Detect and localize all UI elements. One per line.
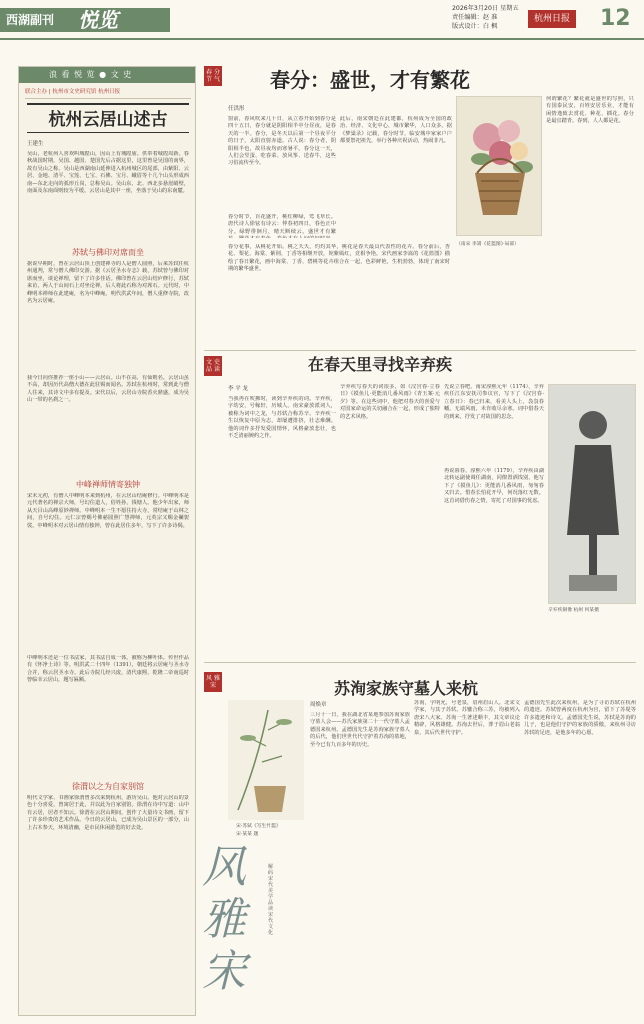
article3-body-c: 孟德国先生此次来杭州，是为了寻访苏轼在杭州的遗迹。苏轼曾两度在杭州为官，留下了苏堤等许多遗迹和诗文。孟德国先生说，苏轼是苏洵的儿子，也是他们守护的家族的骄傲，来杭州寻访苏轼的足迹，是他多年的心愿。: [524, 700, 636, 736]
article3-title: 苏洵家族守墓人来杭: [333, 679, 478, 698]
article1-painting: [456, 96, 542, 236]
article3-author: 周焕章: [310, 702, 327, 708]
article1-body-c: 此后，南宋朝廷在此建都，杭州成为全国的政治、经济、文化中心，城市繁华，人口众多。据《梦粱录》记载，春分时节，临安城中家家户户都要祭祀祖先，举行各种庆祝活动，热闹非凡。: [340, 116, 452, 145]
left-column: [18, 66, 196, 1016]
left-body-3: 明代文学家、书画家徐渭曾多次来到杭州，游历吴山。他对云居山的景色十分喜爱，曾寓居于此，并以此为自家别馆。徐渭在诗中写道：山中有云居，居者不知云。徐渭在云居山期间，创作了大量诗文书画，留下了许多珍贵的艺术作品。今日的云居山，已成为吴山景区的一部分，山上古木参天，环境清幽，是市民休闲游览的好去处。: [27, 795, 189, 831]
left-article-title: 杭州云居山述古: [27, 103, 189, 133]
article2-body-d: 再说暮春。淳熙六年（1179），辛弃疾由湖北转运副使调任湖南，同僚置酒饯别，他写下了《摸鱼儿》：更能消几番风雨，匆匆春又归去。惜春长怕花开早，何况落红无数。这首词借伤春之情，寄托了对国事的忧虑。: [444, 468, 544, 504]
divider-2: [204, 662, 636, 663]
column-head-label: 浪 看 悦 览 ● 文 史: [49, 70, 133, 79]
page-header: [0, 0, 644, 40]
left-article-author: 王建生: [27, 141, 44, 147]
article1-body-d: 春分花事，从桃花开始。桃之夭夭，灼灼其华，桃花是春天最具代表性的花卉。春分前后，杏花、梨花、海棠、紫荆、丁香等相继开放，姹紫嫣红，竞相争艳。宋代画家李嵩的《花篮图》描绘了春日繁花，画中海棠、丁香、碧桃等花卉组合在一起，色彩鲜艳，生机勃勃，体现了南宋时期的繁华盛世。: [228, 244, 450, 273]
bamboo-basket-illustration: [228, 700, 304, 820]
brand-logo: 杭州日报: [528, 10, 576, 28]
left-body-1: 据说早期时，曾在云居山顶上创建禅寺的人是僧人圆照，后来苏轼任杭州通判，常与僧人佛印交游。据《云居圣水寺志》载，苏轼曾与佛印对席而坐，谈论禅理，留下了许多佳话。佛印曾在云居山结庐修行，苏轼来访，两人于山间石上对坐论禅，后人将此石称为对席石。元代时，中峰明本禅师在此建庵，名为中峰庵。明代洪武年间，僧人重修寺院，改名为云居庵。: [27, 261, 189, 305]
article1-body-a: 窗前，春风吹来几十日，从立春开始到春分是四十五日，春分就是阴阳相半中分昼夜，是春天的一半。春分，是冬天以后第一个昼夜平分的日子，太阳直射赤道。古人说：春分者，阴阳相半也，故昼夜均而寒暑平。春分这一天，人们会竖蛋、吃春菜、放风筝、送春牛，这些习俗流传至今。: [228, 116, 336, 167]
statue-illustration: [549, 385, 636, 604]
article2-title: 在春天里寻找辛弃疾: [307, 355, 452, 374]
article1-author: 任洪彤: [228, 106, 245, 112]
column-head: [19, 67, 195, 83]
flower-basket-illustration: [457, 97, 542, 236]
article1-stamp: 春 分 节 气: [204, 66, 222, 86]
article3-stamp: 风 雅 宋: [204, 672, 222, 692]
left-body-1b: 我今日向你推荐一座小山——云居山。山不在高，有仙则名。云居山虽不高，却因历代高僧大德在此驻锡而闻名。苏轼在杭州时，常到此与僧人往来，其诗文中多有提及。宋代以后，云居山寺院香火鼎盛，成为吴山一带的名刹之一。: [27, 375, 189, 404]
article1-body-b: 春分时节，百花盛开，桃红柳绿，莺飞草长。唐代诗人徐铉有诗云：仲春初四日，春色正中分。绿野徘徊月，晴天断续云。盛世才有繁: [228, 214, 336, 235]
left-article-intro: 吴山，老杭州人喜欢叫城隍山，因山上有城隍庙。供奉着城隍周新。春秋战国时期，吴国、越国、楚国先后占据这里，这里曾是吴国的南界，故有吴山之称。吴山是西湖南山延伸进入杭州城区的尾部，由紫阳、云居、金地、清平、宝莲、七宝、石佛、宝月、蛾眉等十几个山头形成西南—东北走向的弧形丘岗，总称吴山。吴山东、北、西北多悬崖峭壁，南面及东南面则较为平缓。云居山是其中一座，坐落于吴山的东南麓。: [27, 151, 189, 195]
date-line: 2026年3月20日 星期五: [452, 5, 519, 12]
editor-line: 责任编辑：赵 准: [452, 14, 498, 21]
article3-body-b: 苏洵，字明允，号老泉，眉州眉山人。北宋文学家，与其子苏轼、苏辙合称三苏，均被列入唐宋八大家。苏洵一生著述颇丰，其文章议论精辟，风格雄健。苏洵去世后，葬于眉山老翁泉，其后代世代守护。: [414, 700, 520, 736]
left-subhead-1: 苏轼与佛印对席而坐: [72, 248, 144, 257]
section-title: 悦览: [78, 8, 118, 32]
article3-painting: [228, 700, 304, 820]
calligraphy-text: 风雅宋: [202, 842, 246, 997]
left-subhead-2: 中峰禅师情寄独钟: [76, 480, 140, 489]
column-sub: 联合主办 | 杭州市文史研究馆 杭州日报: [25, 87, 191, 99]
divider-1: [204, 350, 636, 351]
calligraphy-sub: 解码宋代美学 品读宋代文化: [268, 864, 274, 936]
section-logo: 西湖副刊: [6, 13, 55, 27]
article2-body-a: 当我再在吹拂时，读到辛弃疾的词。辛弃疾，字幼安，号稼轩，历城人。南宋豪放派词人，被称为词中之龙，与苏轼合称苏辛。辛弃疾一生以恢复中原为志，却屡遭排挤，壮志难酬。他的词作多抒发爱国情怀，风格豪放悲壮，也不乏清丽婉约之作。: [228, 396, 336, 440]
article2-photo: [548, 384, 636, 604]
design-line: 版式设计：白 枫: [452, 23, 498, 30]
article1-caption: （南宋 李嵩《花篮图》·局部）: [456, 242, 520, 247]
article2-stamp: 文 史 品 读: [204, 356, 222, 376]
article1-title: 春分：盛世，才有繁花: [270, 68, 470, 92]
page-number: 12: [600, 6, 631, 31]
article3-caption-sub: 宋·某某 题: [236, 832, 259, 837]
article3-body-a: 三月十一日，我在湖北省某地参加苏洵家族守墓人会——苏氏家族第二十一代守墓人孟德国来杭州。孟德国先生是苏洵家族守墓人的后代，他们世世代代守护着苏洵的墓地，至今已有九百多年的历史。: [310, 712, 410, 748]
article2-caption: 辛弃疾铜像 杭州 何某摄: [548, 608, 600, 613]
article2-author: 李 平 龙: [228, 386, 248, 392]
article3-caption-title: 宋·苏轼《写生竹篮》: [236, 824, 281, 829]
left-subhead-3: 徐渭以之为自家别馆: [72, 782, 144, 791]
left-body-2: 宋末元初，有僧人中峰明本来到杭州，在云居山结庵修行。中峰明本是元代著名的禅宗大师，号幻住道人，俗姓孙，钱塘人。他少年出家，师从天目山高峰原妙禅师。中峰明本一生不愿住持大寺，常结庵于山林之间，自号幻住。元仁宗曾赐号佛慈圆照广慧禅师，元英宗又赐金襕袈裟。中峰明本对云居山情有独钟，曾在此居住多年，写下了许多诗偈。: [27, 493, 189, 529]
article2-body-c: 先说立春吧。南宋淳熙元年（1174），辛弃疾任江东安抚司参议官，写下了《汉宫春·立春日》：春已归来，看美人头上，袅袅春幡。无端风雨，未肯收尽余寒。词中借春天的到来，抒发了对故国的思念。: [444, 384, 544, 420]
article2-body-b: 辛弃疾写春天的词很多，如《汉宫春·立春日》《摸鱼儿·更能消几番风雨》《青玉案·元夕》等。在这些词中，他把对春天的喜爱与对国家命运的关切融合在一起，形成了独特的艺术风格。: [340, 384, 440, 420]
calligraphy-block: [198, 834, 288, 1014]
left-body-2b: 中峰明本还是一位书法家，其书法自成一体，被称为柳叶体。传世作品有《怀净土诗》等。明洪武二十四年（1391），朝廷将云居庵与圣水寺合并，称云居圣水寺。此后寺院几经兴废，清代康熙、乾隆二帝南巡时曾临幸云居山，题写匾额。: [27, 655, 189, 684]
article1-body-e: 何谓繁花？繁花就是盛世的写照，只有国泰民安，百姓安居乐业，才能有闲情逸致去赏花、种花、插花。春分是最宜踏青。春到，人人都是花。: [546, 96, 634, 125]
